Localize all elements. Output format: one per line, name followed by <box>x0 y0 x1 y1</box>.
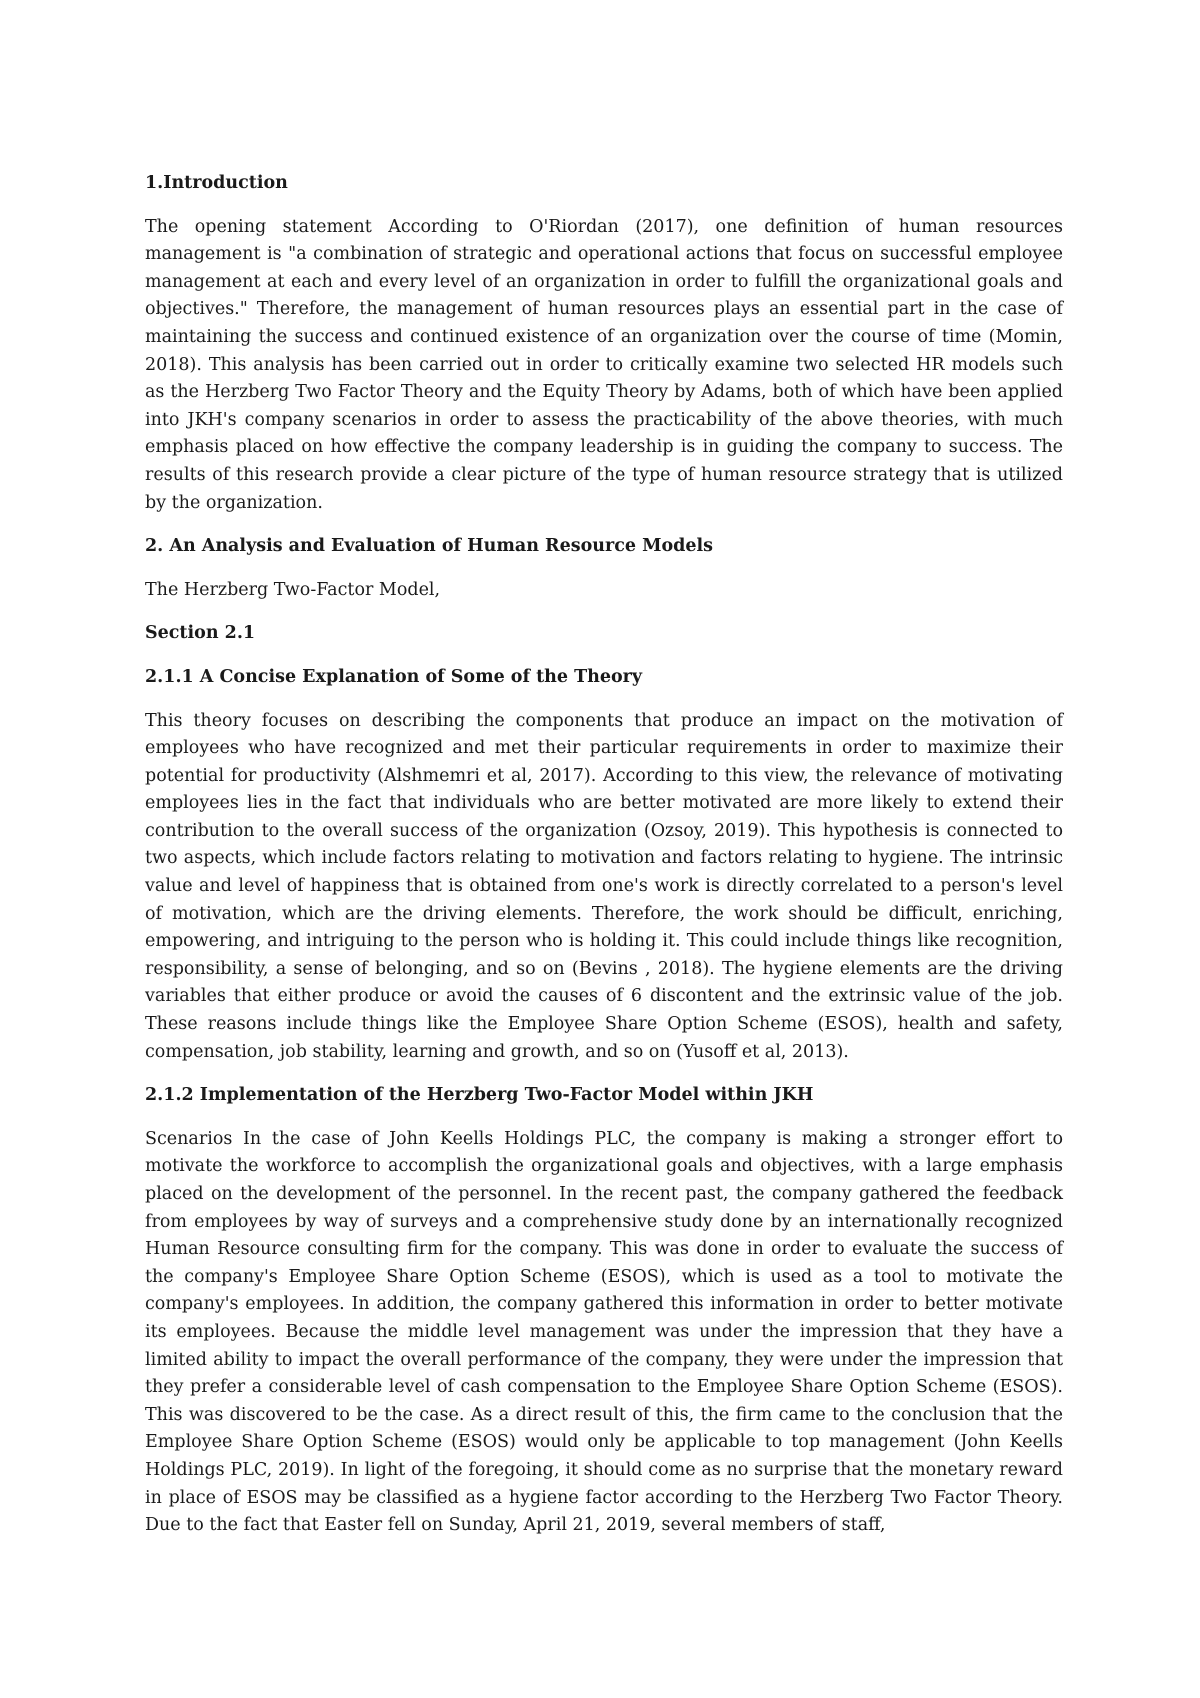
paragraph-model-name: The Herzberg Two-Factor Model, <box>145 579 441 600</box>
paragraph-introduction: The opening statement According to O'Riordan (2017), one definition of human resources management is "a combination of strategic and operational actions that focus on successful employee management at each and every level of an organization in order to fulfill the organizational goals and objectives." Therefore, the management of human resources plays an essential part in the case of maintaining the success and continued existence of an organization over the course of time (Momin, 2018). This analysis has been carried out in order to critically examine two selected HR models such as the Herzberg Two Factor Theory and the Equity Theory by Adams, both of which have been applied into JKH's company scenarios in order to assess the practicability of the above theories, with much emphasis placed on how effective the company leadership is in guiding the company to success. The results of this research provide a clear picture of the type of human resource strategy that is utilized by the organization. <box>145 216 1063 513</box>
paragraph-2-1-2: Scenarios In the case of John Keells Holdings PLC, the company is making a stronger effort to motivate the workforce to accomplish the organizational goals and objectives, with a large emphasis placed on the development of the personnel. In the recent past, the company gathered the feedback from employees by way of surveys and a comprehensive study done by an internationally recognized Human Resource consulting firm for the company. This was done in order to evaluate the success of the company's Employee Share Option Scheme (ESOS), which is used as a tool to motivate the company's employees. In addition, the company gathered this information in order to better motivate its employees. Because the middle level management was under the impression that they have a limited ability to impact the overall performance of the company, they were under the impression that they prefer a considerable level of cash compensation to the Employee Share Option Scheme (ESOS). This was discovered to be the case. As a direct result of this, the firm came to the conclusion that the Employee Share Option Scheme (ESOS) would only be applicable to top management (John Keells Holdings PLC, 2019). In light of the foregoing, it should come as no surprise that the monetary reward in place of ESOS may be classified as a hygiene factor according to the Herzberg Two Factor Theory. Due to the fact that Easter fell on Sunday, April 21, 2019, several members of staff, <box>145 1128 1063 1536</box>
document-page <box>145 170 1063 1540</box>
heading-introduction: 1.Introduction <box>145 173 288 193</box>
heading-2-1-2: 2.1.2 Implementation of the Herzberg Two-Factor Model within JKH <box>145 1085 814 1106</box>
heading-2-1-1: 2.1.1 A Concise Explanation of Some of the Theory <box>145 666 643 687</box>
heading-analysis: 2. An Analysis and Evaluation of Human Resource Models <box>145 536 713 557</box>
paragraph-2-1-1: This theory focuses on describing the components that produce an impact on the motivation of employees who have recognized and met their particular requirements in order to maximize their potential for productivity (Alshmemri et al, 2017). According to this view, the relevance of motivating employees lies in the fact that individuals who are better motivated are more likely to extend their contribution to the overall success of the organization (Ozsoy, 2019). This hypothesis is connected to two aspects, which include factors relating to motivation and factors relating to hygiene. The intrinsic value and level of happiness that is obtained from one's work is directly correlated to a person's level of motivation, which are the driving elements. Therefore, the work should be difficult, enriching, empowering, and intriguing to the person who is holding it. This could include things like recognition, responsibility, a sense of belonging, and so on (Bevins , 2018). The hygiene elements are the driving variables that either produce or avoid the causes of 6 discontent and the extrinsic value of the job. These reasons include things like the Employee Share Option Scheme (ESOS), health and safety, compensation, job stability, learning and growth, and so on (Yusoff et al, 2013). <box>145 710 1063 1062</box>
heading-section-2-1: Section 2.1 <box>145 623 256 644</box>
